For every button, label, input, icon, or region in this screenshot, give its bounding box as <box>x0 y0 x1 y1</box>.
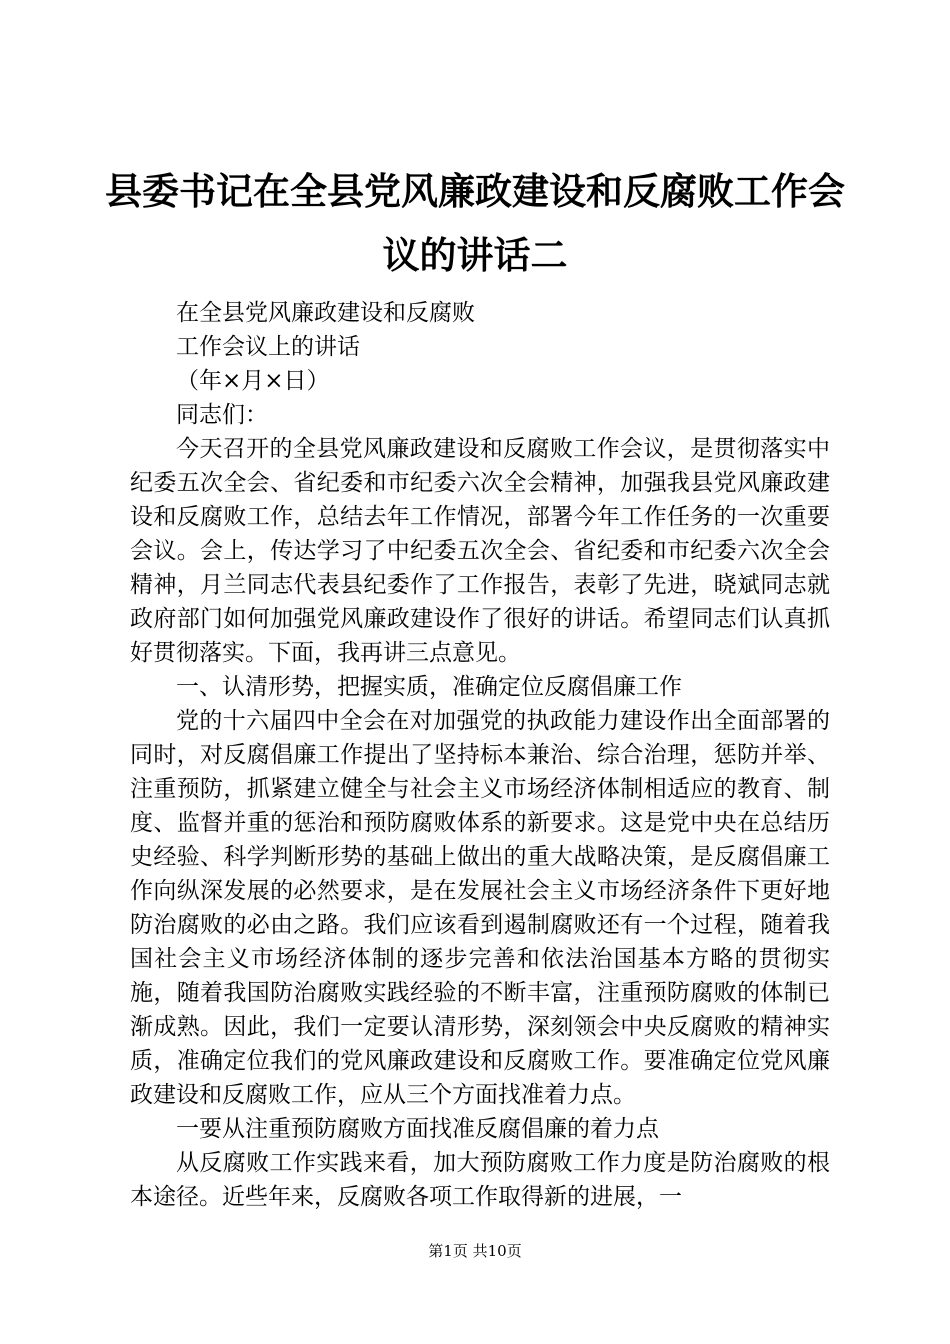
section-heading-1: 一、认清形势，把握实质，准确定位反腐倡廉工作 <box>176 674 682 700</box>
speech-heading-line-2: 工作会议上的讲话 <box>176 334 360 360</box>
paragraph-intro: 今天召开的全县党风廉政建设和反腐败工作会议，是贯彻落实中纪委五次全会、省纪委和市纪委六次全会精神，加强我县党风廉政建设和反腐败工作，总结去年工作情况，部署今年工作任务的一次重要会议。会上，传达学习了中纪委五次全会、省纪委和市纪委六次全会精神，月兰同志代表县纪委作了工作报告，表彰了先进，晓斌同志就政府部门如何加强党风廉政建设作了很好的讲话。希望同志们认真抓好贯彻落实。下面，我再讲三点意见。 <box>130 436 830 666</box>
paragraph-section-1: 党的十六届四中全会在对加强党的执政能力建设作出全面部署的同时，对反腐倡廉工作提出了坚持标本兼治、综合治理，惩防并举、注重预防，抓紧建立健全与社会主义市场经济体制相适应的教育、制度、监督并重的惩治和预防腐败体系的新要求。这是党中央在总结历史经验、科学判断形势的基础上做出的重大战略决策，是反腐倡廉工作向纵深发展的必然要求，是在发展社会主义市场经济条件下更好地防治腐败的必由之路。我们应该看到遏制腐败还有一个过程，随着我国社会主义市场经济体制的逐步完善和依法治国基本方略的贯彻实施，随着我国防治腐败实践经验的不断丰富，注重预防腐败的体制已渐成熟。因此，我们一定要认清形势，深刻领会中央反腐败的精神实质，准确定位我们的党风廉政建设和反腐败工作。要准确定位党风廉政建设和反腐败工作，应从三个方面找准着力点。 <box>130 708 830 1108</box>
salutation: 同志们： <box>176 402 268 428</box>
page-footer: 第1页 共10页 <box>428 1242 522 1260</box>
speech-heading-line-1: 在全县党风廉政建设和反腐败 <box>176 300 475 326</box>
document-title: 县委书记在全县党风廉政建设和反腐败工作会议的讲话二 <box>105 170 845 277</box>
paragraph-subsection-1: 从反腐败工作实践来看，加大预防腐败工作力度是防治腐败的根本途径。近些年来，反腐败各项工作取得新的进展，一 <box>130 1150 830 1210</box>
speech-date: （年×月×日） <box>176 368 330 394</box>
subheading-1: 一要从注重预防腐败方面找准反腐倡廉的着力点 <box>176 1116 659 1142</box>
document-body <box>130 296 830 1214</box>
